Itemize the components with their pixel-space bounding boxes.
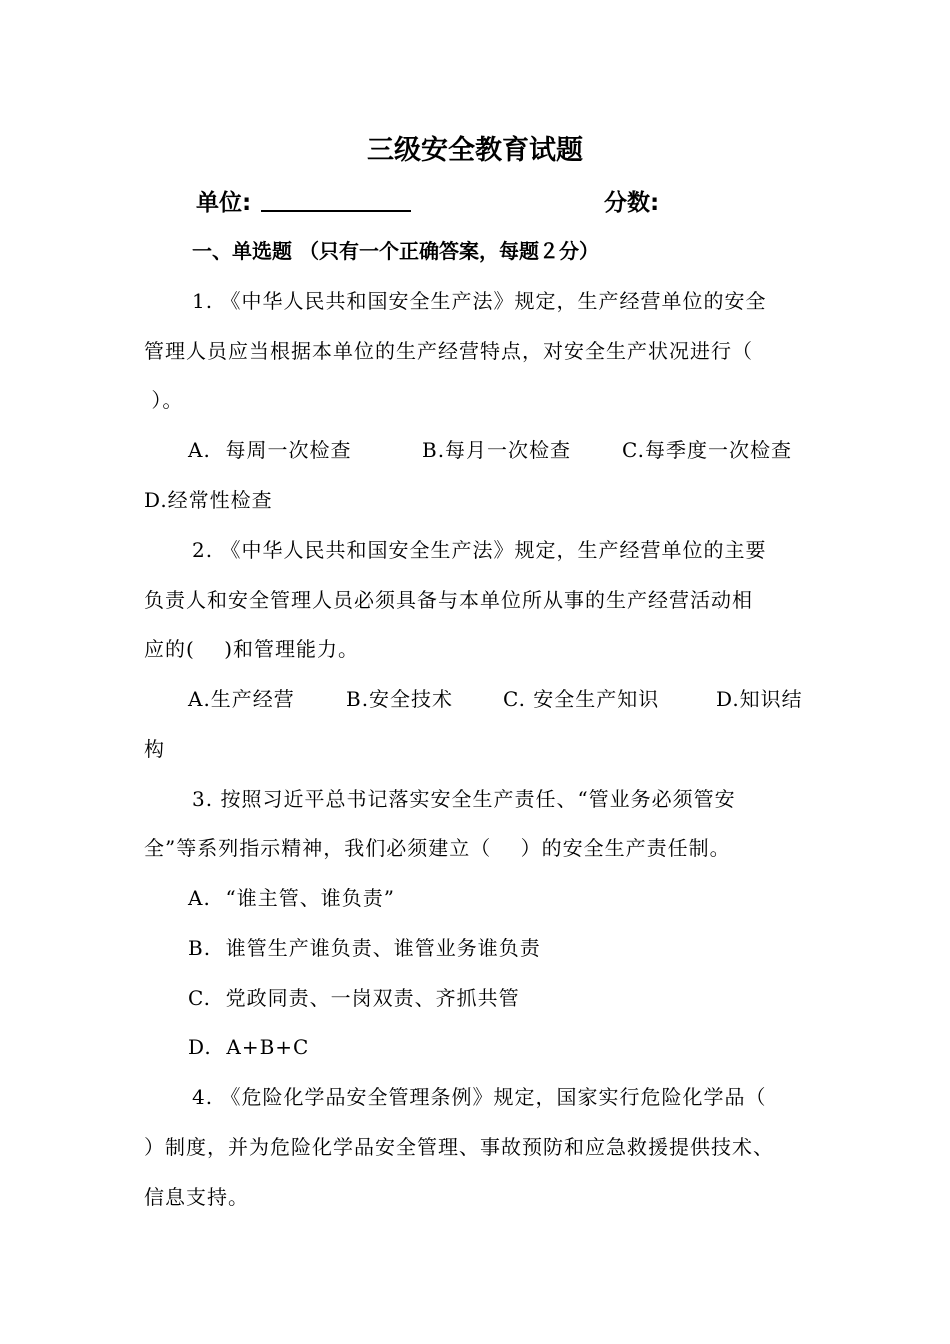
question-2-line-3: 应的( )和管理能力。 bbox=[144, 637, 360, 661]
question-1-line-1: 1. 《中华人民共和国安全生产法》规定，生产经营单位的安全 bbox=[192, 289, 767, 313]
question-3-option-a: A. “谁主管、谁负责” bbox=[188, 886, 395, 910]
question-2-option-c: C. 安全生产知识 bbox=[503, 687, 660, 711]
question-1-option-b: B.每月一次检查 bbox=[422, 438, 572, 462]
unit-blank-line bbox=[261, 188, 411, 212]
question-4-line-3: 信息支持。 bbox=[144, 1185, 249, 1209]
score-label: 分数: bbox=[604, 190, 660, 216]
question-2-line-2: 负责人和安全管理人员必须具备与本单位所从事的生产经营活动相 bbox=[144, 588, 753, 612]
page-title: 三级安全教育试题 bbox=[367, 135, 583, 166]
question-2-option-d-cont: 构 bbox=[144, 737, 165, 761]
question-1-line-2: 管理人员应当根据本单位的生产经营特点，对安全生产状况进行（ bbox=[144, 339, 753, 363]
question-3-option-c: C. 党政同责、一岗双责、齐抓共管 bbox=[188, 986, 520, 1010]
question-1-option-a: A. 每周一次检查 bbox=[188, 438, 352, 462]
unit-label: 单位: bbox=[196, 190, 252, 216]
question-3-line-1: 3. 按照习近平总书记落实安全生产责任、“管业务必须管安 bbox=[192, 787, 736, 811]
question-4-line-2: ）制度，并为危险化学品安全管理、事故预防和应急救援提供技术、 bbox=[144, 1135, 774, 1159]
unit-field bbox=[196, 188, 411, 218]
question-2-line-1: 2. 《中华人民共和国安全生产法》规定，生产经营单位的主要 bbox=[192, 538, 767, 562]
question-1-option-d: D.经常性检查 bbox=[144, 488, 273, 512]
question-3-line-2: 全”等系列指示精神，我们必须建立（ ）的安全生产责任制。 bbox=[144, 836, 731, 860]
section-heading: 一、单选题 （只有一个正确答案，每题２分） bbox=[192, 239, 599, 263]
question-3-option-d: D. A+B+C bbox=[188, 1035, 310, 1059]
question-2-option-b: B.安全技术 bbox=[346, 687, 454, 711]
question-3-option-b: B. 谁管生产谁负责、谁管业务谁负责 bbox=[188, 936, 541, 960]
question-2-option-a: A.生产经营 bbox=[188, 687, 295, 711]
question-1-option-c: C.每季度一次检查 bbox=[622, 438, 792, 462]
question-4-line-1: 4. 《危险化学品安全管理条例》规定，国家实行危险化学品（ bbox=[192, 1085, 767, 1109]
question-2-option-d: D.知识结 bbox=[716, 687, 803, 711]
question-1-line-3: ）。 bbox=[144, 388, 184, 412]
